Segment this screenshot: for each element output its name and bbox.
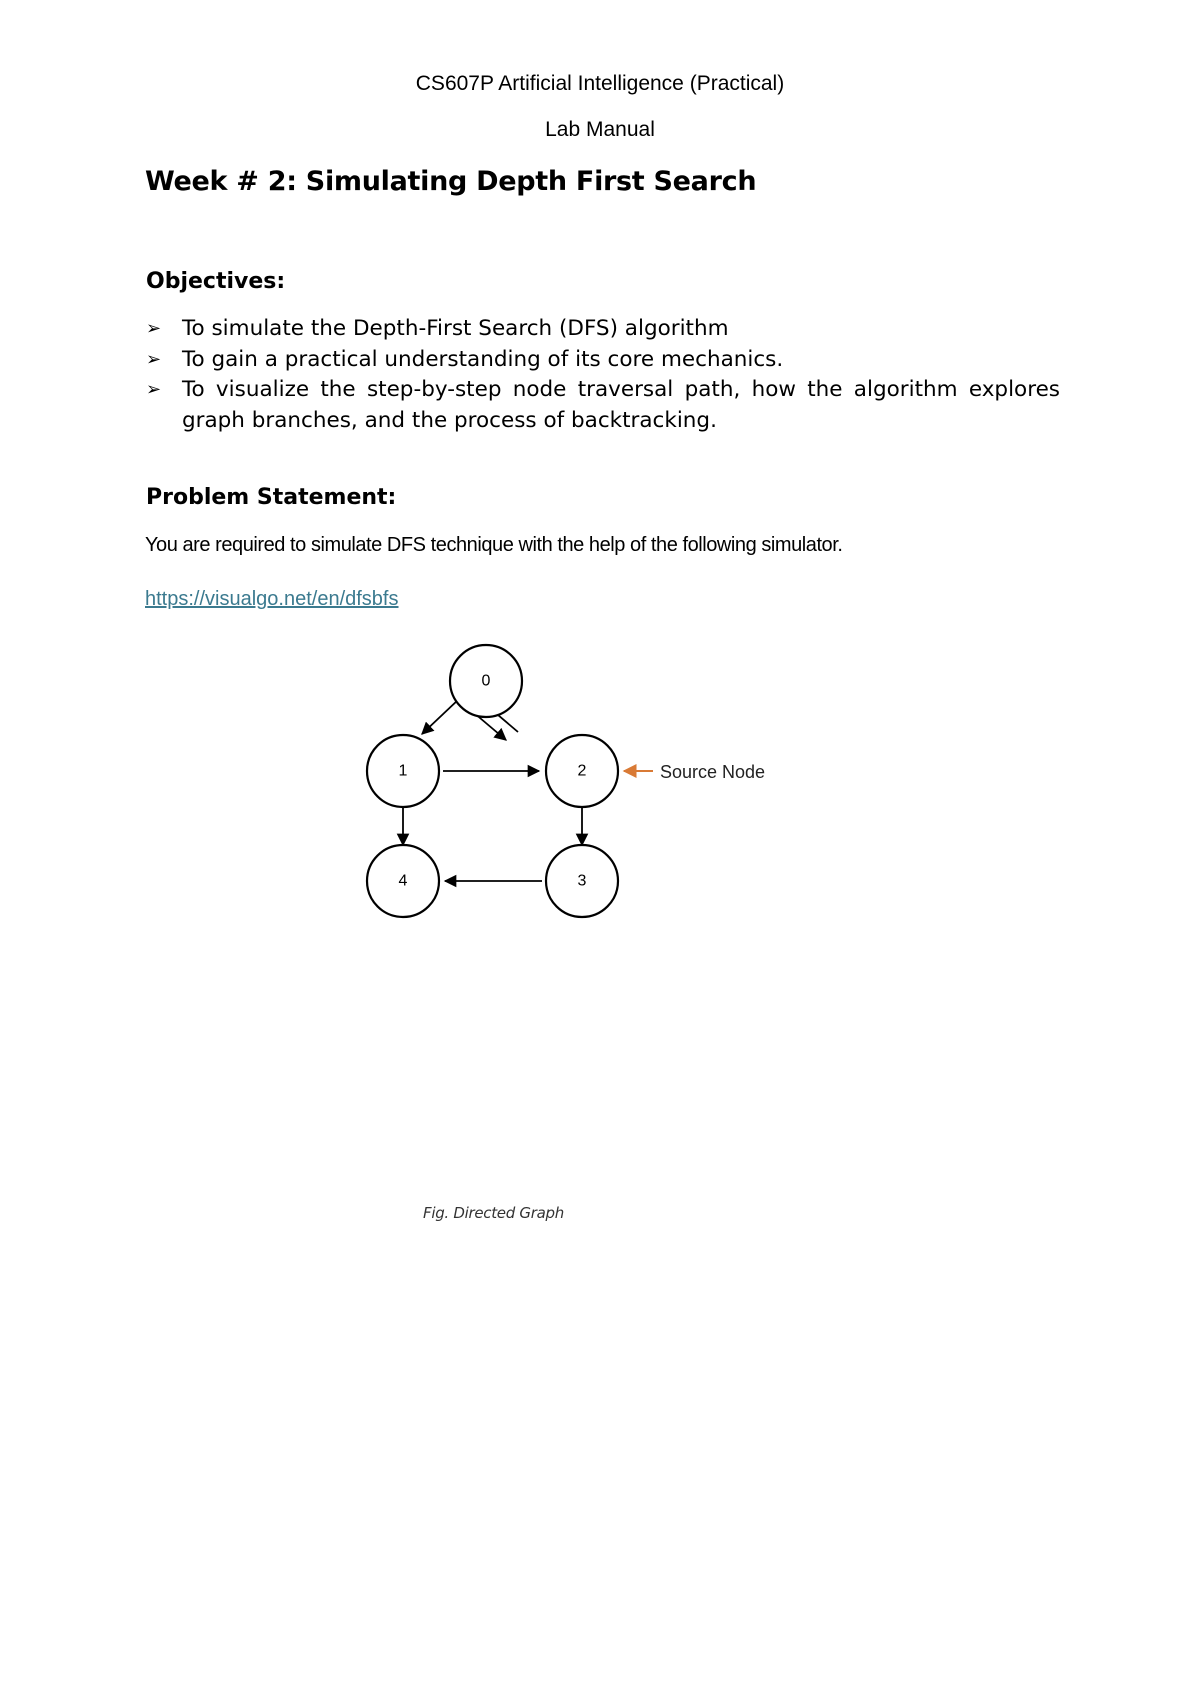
objective-text: To visualize the step-by-step node traversal path, how the algorithm explores graph branches, and the process of backtracking. bbox=[182, 377, 1060, 433]
objectives-heading: Objectives: bbox=[146, 269, 286, 294]
manual-header: Lab Manual bbox=[545, 118, 655, 141]
graph-node-label: 1 bbox=[398, 762, 408, 780]
simulator-link[interactable]: https://visualgo.net/en/dfsbfs bbox=[145, 588, 399, 610]
source-node-label: Source Node bbox=[660, 762, 766, 782]
directed-graph-figure bbox=[350, 640, 800, 920]
arrowhead-bullet-icon: ➢ bbox=[146, 379, 162, 400]
graph-node bbox=[367, 845, 439, 917]
graph-node-label: 4 bbox=[398, 872, 408, 890]
objective-item bbox=[146, 314, 1060, 345]
problem-statement-heading: Problem Statement: bbox=[146, 485, 397, 510]
arrowhead-bullet-icon: ➢ bbox=[146, 348, 162, 370]
edge-0-to-1 bbox=[422, 699, 459, 734]
arrowhead-bullet-icon: ➢ bbox=[146, 318, 162, 339]
graph-node bbox=[546, 845, 618, 917]
graph-node-label: 0 bbox=[481, 672, 491, 690]
graph-node-label: 2 bbox=[577, 762, 587, 780]
figure-caption: Fig. Directed Graph bbox=[423, 1204, 564, 1222]
page-title: Week # 2: Simulating Depth First Search bbox=[145, 166, 757, 197]
objective-text: To simulate the Depth-First Search (DFS) algorithm bbox=[182, 316, 729, 341]
course-header: CS607P Artificial Intelligence (Practical) bbox=[415, 72, 785, 95]
graph-node bbox=[367, 735, 439, 807]
objective-item bbox=[146, 375, 1060, 436]
objective-text: To gain a practical understanding of its core mechanics. bbox=[182, 346, 784, 372]
graph-node-label: 3 bbox=[577, 872, 587, 890]
objective-item bbox=[146, 345, 1060, 376]
objectives-list bbox=[146, 314, 1060, 436]
graph-node bbox=[450, 645, 522, 717]
problem-statement-text: You are required to simulate DFS technique with the help of the following simulator. bbox=[145, 534, 843, 556]
graph-node bbox=[546, 735, 618, 807]
